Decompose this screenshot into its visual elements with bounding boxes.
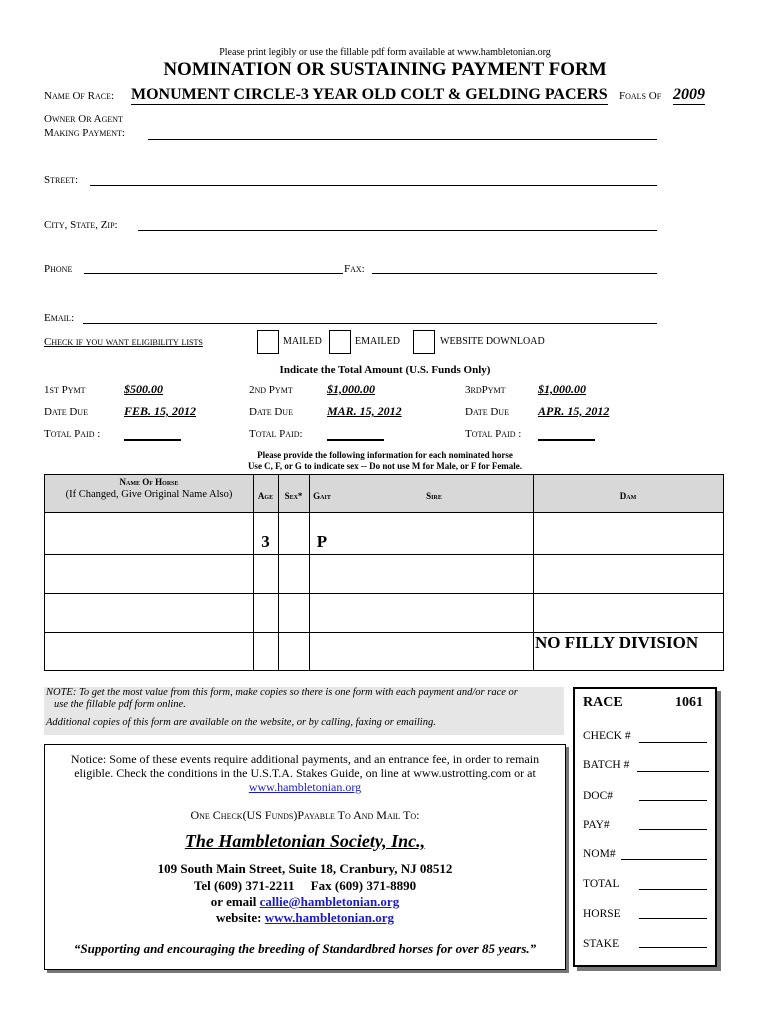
note-box	[44, 687, 564, 735]
owner-label-1: Owner Or Agent	[44, 113, 123, 125]
pymt-2-label: 2nd Pymt	[249, 384, 293, 396]
horse-info-line-1: Please provide the following information for each nominated horse	[257, 450, 513, 460]
date-due-1: FEB. 15, 2012	[124, 404, 197, 418]
col-gait-header: Gait	[313, 491, 331, 501]
city-state-zip-input[interactable]	[138, 230, 657, 231]
pymt-1-amount: $500.00	[124, 382, 163, 396]
date-due-2: MAR. 15, 2012	[327, 404, 402, 418]
emailed-label: EMAILED	[355, 336, 400, 347]
form-title: NOMINATION OR SUSTAINING PAYMENT FORM	[163, 59, 607, 80]
website-prefix: website:	[215, 910, 265, 925]
col-sex-header: Sex*	[284, 491, 303, 501]
col-horse-name-header: Name Of Horse	[119, 477, 179, 487]
street-input[interactable]	[90, 185, 657, 186]
doc-label: DOC#	[583, 790, 614, 802]
street-label: Street:	[44, 174, 79, 186]
check-input[interactable]	[639, 742, 707, 743]
doc-input[interactable]	[639, 800, 707, 801]
pymt-1-label: 1st Pymt	[44, 384, 86, 396]
society-email-line	[45, 894, 565, 910]
pymt-2-amount: $1,000.00	[327, 382, 375, 396]
mail-to-line: One Check(US Funds)Payable To And Mail To:	[190, 808, 420, 822]
foals-of-value: 2009	[673, 86, 705, 103]
society-name: The Hambletonian Society, Inc.,	[184, 831, 426, 851]
notice-line-2: eligible. Check the conditions in the U.S.T.A. Stakes Guide, on line at www.ustrotting.com or at	[74, 766, 536, 780]
total-paid-3-input[interactable]	[538, 439, 595, 441]
email-label: Email:	[44, 312, 75, 324]
date-due-2-label: Date Due	[249, 406, 293, 418]
total-label: TOTAL	[583, 878, 620, 890]
website-download-label: WEBSITE DOWNLOAD	[440, 336, 545, 347]
batch-input[interactable]	[637, 771, 709, 772]
email-input[interactable]	[83, 323, 657, 324]
website-link[interactable]: www.hambletonian.org	[264, 910, 395, 925]
pay-input[interactable]	[639, 829, 707, 830]
total-paid-3-label: Total Paid :	[465, 428, 522, 440]
note-line-1: NOTE: To get the most value from this form, make copies so there is one form with each payment and/or race or	[46, 687, 518, 698]
mailed-checkbox[interactable]	[257, 330, 279, 354]
city-state-zip-label: City, State, Zip:	[44, 219, 118, 231]
pymt-3-amount: $1,000.00	[538, 382, 586, 396]
race-number: 1061	[675, 695, 703, 710]
row-1-age: 3	[261, 532, 270, 551]
date-due-3-label: Date Due	[465, 406, 509, 418]
owner-input[interactable]	[148, 139, 657, 140]
phone-input[interactable]	[84, 273, 343, 274]
website-download-checkbox[interactable]	[413, 330, 435, 354]
date-due-3: APR. 15, 2012	[538, 404, 610, 418]
email-link[interactable]: callie@hambletonian.org	[259, 894, 400, 909]
total-paid-1-label: Total Paid :	[44, 428, 101, 440]
print-note: Please print legibly or use the fillable pdf form available at www.hambletonian.org	[219, 47, 551, 58]
total-paid-2-label: Total Paid:	[249, 428, 303, 440]
email-prefix: or email	[210, 894, 260, 909]
col-sire-header: Sire	[426, 491, 442, 501]
total-paid-2-input[interactable]	[327, 439, 384, 441]
emailed-checkbox[interactable]	[329, 330, 351, 354]
stake-input[interactable]	[639, 947, 707, 948]
col-age-header: Age	[257, 491, 274, 501]
note-line-3: Additional copies of this form are available on the website, or by calling, faxing or emailing.	[46, 717, 436, 728]
batch-label: BATCH #	[583, 759, 630, 771]
race-label: RACE	[583, 695, 623, 710]
notice-box	[44, 744, 566, 970]
office-use-box	[573, 687, 717, 967]
horse-input[interactable]	[639, 918, 707, 919]
race-name-label: Name Of Race:	[44, 90, 115, 102]
foals-of-label: Foals Of	[619, 90, 662, 102]
row-1-gait: P	[316, 532, 328, 551]
total-paid-1-input[interactable]	[124, 439, 181, 441]
society-address: 109 South Main Street, Suite 18, Cranbury, NJ 08512	[157, 861, 453, 876]
fax-label: Fax:	[344, 263, 365, 275]
fax-input[interactable]	[372, 273, 657, 274]
pymt-3-label: 3rdPymt	[465, 384, 506, 396]
col-dam-header: Dam	[619, 491, 637, 501]
race-name-value: MONUMENT CIRCLE-3 YEAR OLD COLT & GELDING PACERS	[131, 86, 608, 103]
notice-line-1: Notice: Some of these events require additional payments, and an entrance fee, in order to remain	[70, 752, 540, 766]
stake-label: STAKE	[583, 938, 620, 950]
pay-label: PAY#	[583, 819, 610, 831]
horse-label: HORSE	[583, 908, 621, 920]
phone-label: Phone	[44, 263, 73, 275]
society-website-line	[45, 910, 565, 926]
date-due-1-label: Date Due	[44, 406, 88, 418]
nom-input[interactable]	[621, 859, 707, 860]
horse-table	[44, 474, 724, 671]
payments-header: Indicate the Total Amount (U.S. Funds Only)	[279, 364, 491, 376]
col-horse-name-subheader: (If Changed, Give Original Name Also)	[65, 489, 233, 500]
nom-label: NOM#	[583, 848, 616, 860]
total-input[interactable]	[639, 889, 707, 890]
mailed-label: MAILED	[283, 336, 322, 347]
no-filly-division: NO FILLY DIVISION	[535, 633, 699, 652]
note-line-2: use the fillable pdf form online.	[54, 699, 186, 710]
check-label: CHECK #	[583, 730, 631, 742]
slogan: “Supporting and encouraging the breeding of Standardbred horses for over 85 years.”	[73, 941, 537, 956]
horse-info-line-2: Use C, F, or G to indicate sex -- Do not use M for Male, or F for Female.	[247, 461, 523, 471]
eligibility-label: Check if you want eligibility lists	[44, 336, 203, 348]
society-phone-fax: Tel (609) 371-2211 Fax (609) 371-8890	[193, 878, 417, 893]
owner-label-2: Making Payment:	[44, 127, 125, 139]
notice-website-link[interactable]: www.hambletonian.org	[248, 780, 362, 794]
